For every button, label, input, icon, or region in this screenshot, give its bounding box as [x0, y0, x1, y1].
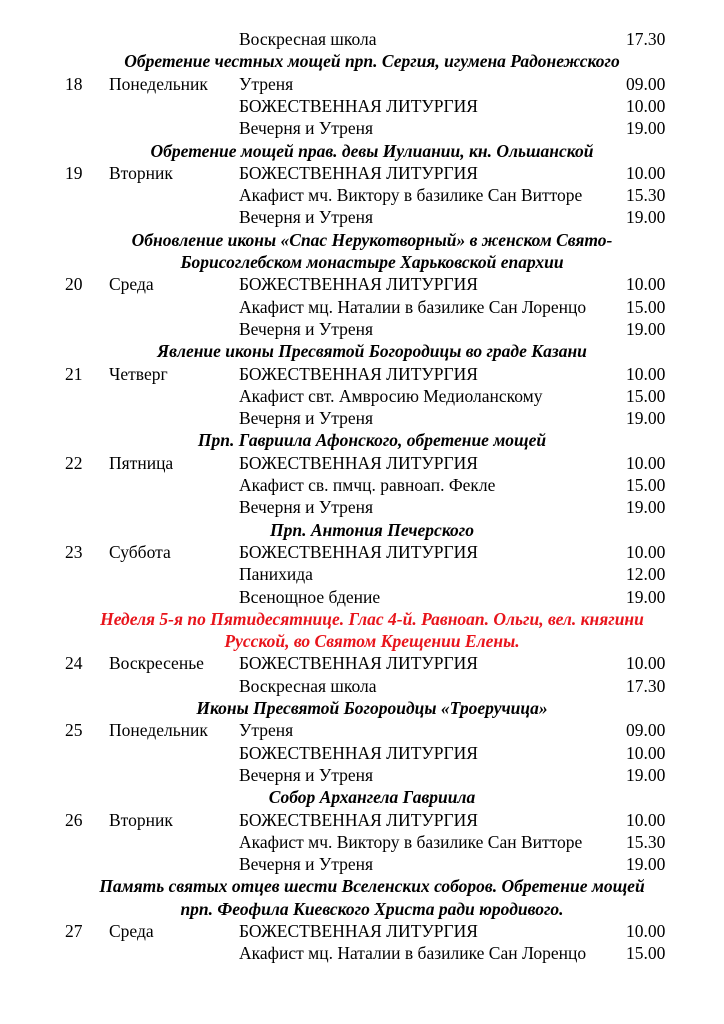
- schedule-row: [0, 206, 724, 228]
- service-time: 19.00: [626, 207, 666, 228]
- service-time: 09.00: [626, 720, 666, 741]
- weekday-label: Суббота: [109, 541, 171, 562]
- service-name: БОЖЕСТВЕННАЯ ЛИТУРГИЯ: [239, 742, 478, 763]
- service-time: 19.00: [626, 764, 666, 785]
- day-number: 21: [65, 363, 83, 384]
- weekday-label: Вторник: [109, 162, 173, 183]
- service-name: Акафист мц. Наталии в базилике Сан Лоренцо: [239, 943, 587, 964]
- service-time: 19.00: [626, 854, 666, 875]
- service-time: 15.30: [626, 831, 666, 852]
- service-name: Вечерня и Утреня: [239, 764, 374, 785]
- schedule-row: [0, 452, 724, 474]
- feast-heading: Прп. Антония Печерского: [270, 519, 474, 540]
- day-number: 27: [65, 921, 83, 941]
- service-time: 19.00: [626, 408, 666, 429]
- day-number: 22: [65, 452, 83, 473]
- day-number: 18: [65, 73, 83, 94]
- feast-heading: прп. Феофила Киевского Христа ради юродивого.: [180, 898, 564, 919]
- service-time: 10.00: [626, 274, 666, 295]
- service-name: Вечерня и Утреня: [239, 497, 374, 518]
- schedule-row: [0, 675, 724, 697]
- schedule-row: [0, 920, 724, 942]
- day-number: 20: [65, 274, 83, 295]
- schedule-row: [0, 853, 724, 875]
- service-name: Акафист мч. Виктору в базилике Сан Витторе: [239, 185, 583, 206]
- day-number: 19: [65, 162, 83, 183]
- schedule-row: [0, 586, 724, 608]
- feast-heading: Иконы Пресвятой Богороидцы «Троеручица»: [196, 698, 548, 718]
- service-time: 09.00: [626, 73, 666, 94]
- feast-heading: Обретение мощей прав. девы Иулиании, кн. Ольшанской: [150, 140, 594, 161]
- schedule-row: [0, 407, 724, 429]
- service-name: БОЖЕСТВЕННАЯ ЛИТУРГИЯ: [239, 274, 478, 295]
- schedule-row: [0, 273, 724, 295]
- weekday-label: Четверг: [109, 363, 168, 384]
- schedule-row: [0, 385, 724, 407]
- service-time: 10.00: [626, 95, 666, 116]
- schedule-row: [0, 184, 724, 206]
- sunday-feast-heading: Русской, во Святом Крещении Елены.: [224, 631, 520, 652]
- weekday-label: Понедельник: [109, 720, 208, 741]
- schedule-row: [0, 95, 724, 117]
- feast-heading: Обновление иконы «Спас Нерукотворный» в женском Свято-: [131, 229, 613, 250]
- feast-heading: Прп. Гавриила Афонского, обретение мощей: [197, 430, 547, 451]
- feast-heading: Явление иконы Пресвятой Богородицы во граде Казани: [157, 341, 587, 362]
- service-name: БОЖЕСТВЕННАЯ ЛИТУРГИЯ: [239, 921, 478, 941]
- schedule-row: [0, 162, 724, 184]
- service-time: 17.30: [626, 29, 666, 49]
- service-time: 19.00: [626, 497, 666, 518]
- weekday-label: Воскресенье: [109, 653, 204, 674]
- service-time: 15.00: [626, 475, 666, 495]
- service-time: 10.00: [626, 162, 666, 183]
- service-name: Панихида: [239, 564, 313, 585]
- day-number: 23: [65, 541, 83, 562]
- service-time: 15.30: [626, 185, 666, 206]
- service-time: 10.00: [626, 742, 666, 763]
- service-time: 19.00: [626, 586, 666, 607]
- service-time: 17.30: [626, 675, 666, 696]
- service-time: 19.00: [626, 118, 666, 139]
- schedule-row: [0, 652, 724, 674]
- service-time: 15.00: [626, 296, 666, 317]
- service-time: 10.00: [626, 921, 666, 941]
- schedule-row: [0, 719, 724, 741]
- service-name: Вечерня и Утреня: [239, 118, 374, 139]
- service-name: БОЖЕСТВЕННАЯ ЛИТУРГИЯ: [239, 363, 478, 384]
- schedule-row: [0, 28, 724, 50]
- service-name: Вечерня и Утреня: [239, 854, 374, 875]
- service-time: 15.00: [626, 943, 666, 964]
- feast-heading: Память святых отцев шести Вселенских соборов. Обретение мощей: [99, 876, 645, 897]
- service-name: Воскресная школа: [239, 29, 377, 49]
- weekday-label: Среда: [109, 274, 154, 295]
- service-name: Акафист свт. Амвросию Медиоланскому: [239, 385, 543, 406]
- weekday-label: Вторник: [109, 809, 173, 830]
- schedule-row: [0, 318, 724, 340]
- service-name: БОЖЕСТВЕННАЯ ЛИТУРГИЯ: [239, 541, 478, 562]
- service-name: Вечерня и Утреня: [239, 408, 374, 429]
- service-name: Вечерня и Утреня: [239, 318, 374, 339]
- schedule-row: [0, 942, 724, 964]
- service-name: БОЖЕСТВЕННАЯ ЛИТУРГИЯ: [239, 95, 478, 116]
- service-time: 10.00: [626, 809, 666, 830]
- schedule-row: [0, 363, 724, 385]
- weekday-label: Понедельник: [109, 73, 208, 94]
- service-name: Акафист св. пмчц. равноап. Фекле: [239, 475, 496, 495]
- feast-heading: Борисоглебском монастыре Харьковской епархии: [180, 252, 564, 272]
- day-number: 24: [65, 653, 83, 674]
- service-time: 15.00: [626, 385, 666, 406]
- day-number: 26: [65, 809, 83, 830]
- service-name: Акафист мч. Виктору в базилике Сан Витторе: [239, 831, 583, 852]
- schedule-row: [0, 809, 724, 831]
- service-name: Воскресная школа: [239, 675, 377, 696]
- service-name: Утреня: [239, 73, 294, 94]
- schedule-row: [0, 831, 724, 853]
- day-number: 25: [65, 720, 83, 741]
- schedule-row: [0, 117, 724, 139]
- schedule-row: [0, 764, 724, 786]
- schedule-row: [0, 73, 724, 95]
- feast-heading: Собор Архангела Гавриила: [268, 787, 476, 808]
- schedule-row: [0, 563, 724, 585]
- feast-heading: Обретение честных мощей прп. Сергия, игумена Радонежского: [124, 51, 620, 72]
- schedule-row: [0, 742, 724, 764]
- service-time: 10.00: [626, 541, 666, 562]
- sunday-feast-heading: Неделя 5-я по Пятидесятнице. Глас 4-й. Равноап. Ольги, вел. княгини: [100, 608, 644, 629]
- service-name: Вечерня и Утреня: [239, 207, 374, 228]
- schedule-row: [0, 296, 724, 318]
- service-name: БОЖЕСТВЕННАЯ ЛИТУРГИЯ: [239, 452, 478, 473]
- service-name: БОЖЕСТВЕННАЯ ЛИТУРГИЯ: [239, 653, 478, 674]
- service-name: Всенощное бдение: [239, 586, 381, 607]
- service-name: БОЖЕСТВЕННАЯ ЛИТУРГИЯ: [239, 809, 478, 830]
- schedule-row: [0, 474, 724, 496]
- service-time: 19.00: [626, 318, 666, 339]
- schedule-row: [0, 496, 724, 518]
- service-time: 10.00: [626, 452, 666, 473]
- service-name: БОЖЕСТВЕННАЯ ЛИТУРГИЯ: [239, 162, 478, 183]
- weekday-label: Среда: [109, 921, 154, 941]
- service-name: Утреня: [239, 720, 294, 741]
- service-time: 10.00: [626, 363, 666, 384]
- weekday-label: Пятница: [109, 452, 174, 473]
- service-time: 10.00: [626, 653, 666, 674]
- service-name: Акафист мц. Наталии в базилике Сан Лоренцо: [239, 296, 587, 317]
- schedule-row: [0, 541, 724, 563]
- service-time: 12.00: [626, 564, 666, 585]
